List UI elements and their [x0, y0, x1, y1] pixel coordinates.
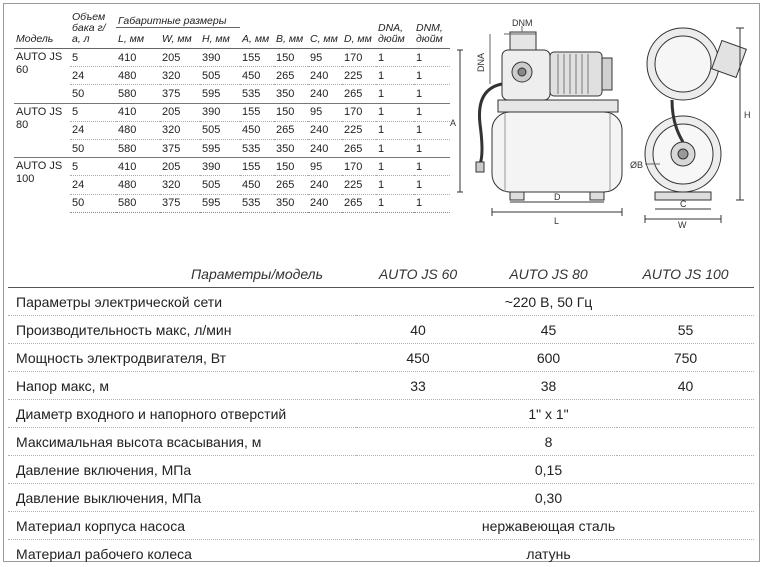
dim-cell: 1: [414, 121, 450, 139]
label-dna: DNA: [476, 52, 486, 72]
dim-cell: 225: [342, 67, 376, 85]
dim-cell: 1: [414, 158, 450, 176]
dim-cell: 390: [200, 158, 240, 176]
tank-foot: [590, 192, 604, 200]
dim-cell: 1: [414, 176, 450, 194]
tank-foot: [510, 192, 524, 200]
dim-cell: 24: [70, 176, 116, 194]
dim-cell: 1: [376, 85, 414, 103]
dim-cell: 595: [200, 194, 240, 212]
model-name: AUTO JS 80: [14, 103, 70, 158]
param-label: Параметры электрической сети: [8, 288, 356, 316]
dim-row: [14, 67, 450, 85]
col-d: D, мм: [342, 12, 376, 49]
param-value: нержавеющая сталь: [480, 512, 617, 540]
dim-cell: 155: [240, 158, 274, 176]
dim-cell: 1: [414, 194, 450, 212]
label-h: H: [744, 110, 751, 120]
dim-cell: 1: [376, 67, 414, 85]
label-b: ØB: [630, 160, 644, 170]
dim-row: [14, 121, 450, 139]
dim-cell: 480: [116, 176, 160, 194]
param-label: Максимальная высота всасывания, м: [8, 428, 356, 456]
dim-cell: 150: [276, 51, 295, 64]
dim-row: [14, 103, 450, 121]
param-row: [8, 288, 754, 316]
dim-cell: 595: [200, 85, 240, 103]
dim-cell: 265: [274, 176, 308, 194]
dim-cell: 225: [342, 121, 376, 139]
dim-cell: 24: [70, 121, 116, 139]
param-row: [8, 484, 754, 512]
dim-cell: 580: [116, 139, 160, 157]
parameters-table: [8, 260, 754, 567]
params-header-model-1: AUTO JS 60: [356, 260, 480, 288]
dim-cell: 225: [342, 176, 376, 194]
dim-cell: 350: [274, 194, 308, 212]
dim-cell: 1: [376, 158, 414, 176]
param-row: [8, 512, 754, 540]
dim-cell: 24: [70, 67, 116, 85]
dim-cell: 240: [308, 139, 342, 157]
dim-cell: 1: [376, 121, 414, 139]
dim-cell: 1: [414, 67, 450, 85]
param-label: Мощность электродвигателя, Вт: [8, 344, 356, 372]
dim-cell: 390: [200, 103, 240, 121]
dim-cell: 265: [342, 139, 376, 157]
dim-cell: 170: [342, 103, 376, 121]
tank-side: [492, 112, 622, 192]
label-dnm: DNM: [512, 18, 533, 28]
label-w: W: [678, 220, 687, 229]
param-label: Давление включения, МПа: [8, 456, 356, 484]
dim-cell: 5: [70, 103, 116, 121]
dimensions-table-body: [14, 49, 450, 213]
col-a: A, мм: [240, 12, 274, 49]
dim-cell: 480: [116, 67, 160, 85]
dim-cell: 410: [116, 158, 160, 176]
col-overall-dimensions: Габаритные размеры: [116, 12, 240, 28]
param-row: [8, 316, 754, 344]
dim-row: [14, 158, 450, 176]
dim-cell: 1: [414, 85, 450, 103]
col-dna: DNA, дюйм: [376, 12, 414, 49]
dim-cell: 320: [160, 121, 200, 139]
dim-cell: 1: [376, 139, 414, 157]
dim-cell: 480: [116, 121, 160, 139]
model-name: AUTO JS 100: [14, 158, 70, 213]
param-value-m2: 600: [480, 344, 617, 372]
param-value: латунь: [480, 540, 617, 567]
dim-cell: 265: [274, 121, 308, 139]
dim-cell: 350: [274, 139, 308, 157]
dim-cell: 265: [274, 67, 308, 85]
param-row: [8, 456, 754, 484]
dim-cell: 375: [160, 85, 200, 103]
dim-cell: 155: [240, 103, 274, 121]
dim-cell: 595: [200, 139, 240, 157]
dim-cell: 95: [310, 51, 323, 64]
param-value-m2: 45: [480, 316, 617, 344]
dim-cell: 50: [70, 139, 116, 157]
dim-cell: 205: [162, 51, 181, 64]
param-value: 1" х 1": [480, 400, 617, 428]
dim-cell: 505: [200, 176, 240, 194]
param-label: Материал корпуса насоса: [8, 512, 356, 540]
dim-cell: 450: [240, 67, 274, 85]
dim-cell: 50: [70, 85, 116, 103]
dim-cell: 50: [70, 194, 116, 212]
param-value-m3: 55: [617, 316, 754, 344]
col-l: L, мм: [116, 28, 160, 49]
label-a: A: [450, 118, 457, 128]
dim-cell: 505: [200, 67, 240, 85]
dim-cell: 95: [308, 158, 342, 176]
dim-row: [14, 194, 450, 212]
dim-cell: 450: [240, 121, 274, 139]
param-value-m3: 40: [617, 372, 754, 400]
dim-cell: 240: [308, 121, 342, 139]
pump-drawing: [440, 14, 755, 229]
param-value-m2: 38: [480, 372, 617, 400]
param-label: Напор макс, м: [8, 372, 356, 400]
dim-cell: 5: [72, 51, 79, 64]
params-header-label: Параметры/модель: [8, 260, 356, 288]
param-value: 0,30: [480, 484, 617, 512]
dimensions-table: [14, 12, 450, 213]
dim-cell: 265: [342, 85, 376, 103]
param-label: Производительность макс, л/мин: [8, 316, 356, 344]
col-c: C, мм: [308, 12, 342, 49]
param-value-m1: 450: [356, 344, 480, 372]
dim-cell: 505: [200, 121, 240, 139]
dim-cell: 170: [344, 51, 363, 64]
dim-cell: 535: [240, 85, 274, 103]
dim-cell: 535: [240, 194, 274, 212]
model-name: AUTO JS 60: [16, 51, 63, 76]
dim-cell: 410: [118, 51, 137, 64]
dim-cell: 170: [342, 158, 376, 176]
dim-row: [14, 85, 450, 103]
col-b: B, мм: [274, 12, 308, 49]
col-model: Модель: [14, 12, 70, 49]
label-c: C: [680, 199, 687, 209]
params-header-model-2: AUTO JS 80: [480, 260, 617, 288]
dim-cell: 1: [376, 103, 414, 121]
param-row: [8, 540, 754, 567]
dim-cell: 350: [274, 85, 308, 103]
dim-cell: 240: [308, 194, 342, 212]
dim-row: [14, 176, 450, 194]
dim-cell: 1: [378, 51, 385, 64]
dim-cell: 240: [308, 67, 342, 85]
dim-cell: 240: [308, 85, 342, 103]
dim-cell: 580: [116, 194, 160, 212]
label-d: D: [554, 192, 561, 202]
dim-cell: 450: [240, 176, 274, 194]
params-header-model-3: AUTO JS 100: [617, 260, 754, 288]
param-row: [8, 372, 754, 400]
dim-cell: 240: [308, 176, 342, 194]
col-h: H, мм: [200, 28, 240, 49]
param-label: Давление выключения, МПа: [8, 484, 356, 512]
param-row: [8, 428, 754, 456]
dim-cell: 1: [416, 51, 423, 64]
param-label: Материал рабочего колеса: [8, 540, 356, 567]
dim-cell: 320: [160, 67, 200, 85]
dim-cell: 205: [160, 158, 200, 176]
dim-cell: 1: [376, 194, 414, 212]
param-value: ~220 В, 50 Гц: [480, 288, 617, 316]
dim-row: [14, 139, 450, 157]
param-value-m3: 750: [617, 344, 754, 372]
dim-cell: 580: [116, 85, 160, 103]
col-tank-volume: Объем бака г/а, л: [70, 12, 116, 49]
dim-cell: 265: [342, 194, 376, 212]
param-value-m1: 40: [356, 316, 480, 344]
param-label: Диаметр входного и напорного отверстий: [8, 400, 356, 428]
dim-cell: 535: [240, 139, 274, 157]
dim-cell: 390: [202, 51, 221, 64]
front-view: [645, 28, 746, 223]
dim-cell: 205: [160, 103, 200, 121]
dim-cell: 410: [116, 103, 160, 121]
dim-cell: 150: [274, 158, 308, 176]
dim-cell: 1: [414, 139, 450, 157]
param-value: 8: [480, 428, 617, 456]
dim-cell: 1: [376, 176, 414, 194]
dim-cell: 375: [160, 139, 200, 157]
dim-cell: 5: [70, 158, 116, 176]
param-row: [8, 344, 754, 372]
dim-cell: 155: [242, 51, 261, 64]
dim-cell: 1: [414, 103, 450, 121]
param-value: 0,15: [480, 456, 617, 484]
dim-cell: 150: [274, 103, 308, 121]
label-l: L: [554, 216, 560, 226]
param-value-m1: 33: [356, 372, 480, 400]
dim-cell: 95: [308, 103, 342, 121]
col-dnm: DNM, дюйм: [414, 12, 450, 49]
dim-cell: 320: [160, 176, 200, 194]
col-w: W, мм: [160, 28, 200, 49]
param-row: [8, 400, 754, 428]
dim-row: [14, 49, 450, 67]
dim-cell: 375: [160, 194, 200, 212]
